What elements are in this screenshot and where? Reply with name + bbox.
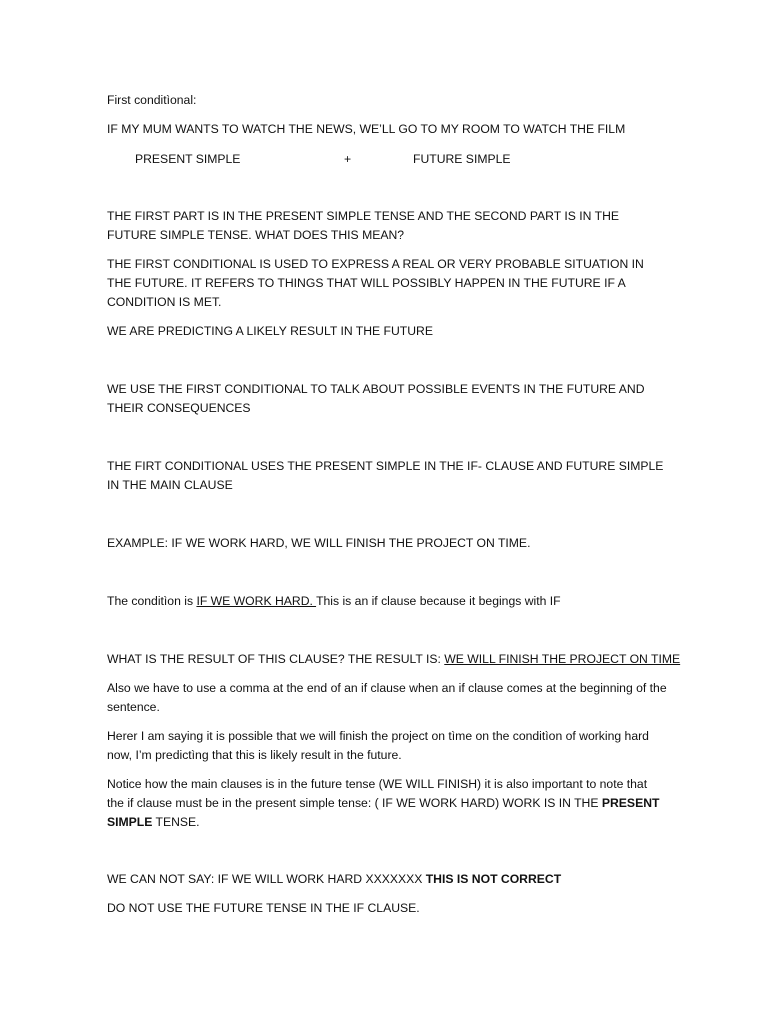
condition-underlined: IF WE WORK HARD. [196,594,317,608]
paragraph-3: WE ARE PREDICTING A LIKELY RESULT IN THE FUTURE [107,324,433,338]
paragraph-12 [107,870,677,889]
condition-explanation: This is an if clause because it begings with IF [316,594,561,608]
not-correct-bold: THIS IS NOT CORRECT [425,872,562,886]
paragraph-13: DO NOT USE THE FUTURE TENSE IN THE IF CLAUSE. [107,901,420,915]
paragraph-5: THE FIRT CONDITIONAL USES THE PRESENT SIMPLE IN THE IF- CLAUSE AND FUTURE SIMPLE IN THE MAIN CLAUSE [107,459,664,492]
notice-text: Notice how the main clauses is in the future tense (WE WILL FINISH) it is also important to note that the if clause must be in the present simple tense: ( IF WE WORK HARD) WORK IS IN THE [107,777,648,810]
paragraph-1: THE FIRST PART IS IN THE PRESENT SIMPLE TENSE AND THE SECOND PART IS IN THE FUTURE SIMPLE TENSE. WHAT DOES THIS MEAN? [107,209,619,242]
paragraph-9: Also we have to use a comma at the end of an if clause when an if clause comes at the beginning of the sentence. [107,681,667,714]
notice-end: TENSE. [152,815,200,829]
formula-left: PRESENT SIMPLE [135,152,241,166]
paragraph-8 [107,650,681,669]
result-question: WHAT IS THE RESULT OF THIS CLAUSE? THE RESULT IS: [107,652,445,666]
paragraph-4: WE USE THE FIRST CONDITIONAL TO TALK ABOUT POSSIBLE EVENTS IN THE FUTURE AND THEIR CONSEQUENCES [107,382,645,415]
result-underlined: WE WILL FINISH THE PROJECT ON TIME [444,652,681,666]
cannot-say-text: WE CAN NOT SAY: IF WE WILL WORK HARD XXXXXXX [107,872,426,886]
paragraph-2: THE FIRST CONDITIONAL IS USED TO EXPRESS A REAL OR VERY PROBABLE SITUATION IN THE FUTURE. IT REFERS TO THINGS THAT WILL POSSIBLY HAPPEN IN THE FUTURE IF A CONDITION IS MET. [107,257,644,309]
formula-right: FUTURE SIMPLE [413,152,511,166]
heading: First conditìonal: [107,93,197,107]
paragraph-6: EXAMPLE: IF WE WORK HARD, WE WILL FINISH THE PROJECT ON TIME. [107,536,531,550]
notice-bold: PRESENT SIMPLE [107,796,660,829]
paragraph-10: Herer I am saying it is possible that we will finish the project on tìme on the conditìon of working hard now, I’m predictìng that this is likely result in the future. [107,729,649,762]
paragraph-11 [107,775,667,832]
example-sentence: IF MY MUM WANTS TO WATCH THE NEWS, WE’LL GO TO MY ROOM TO WATCH THE FILM [107,122,626,136]
formula-plus: + [344,152,352,166]
paragraph-7 [107,592,677,611]
condition-label: The conditìon is [107,594,197,608]
